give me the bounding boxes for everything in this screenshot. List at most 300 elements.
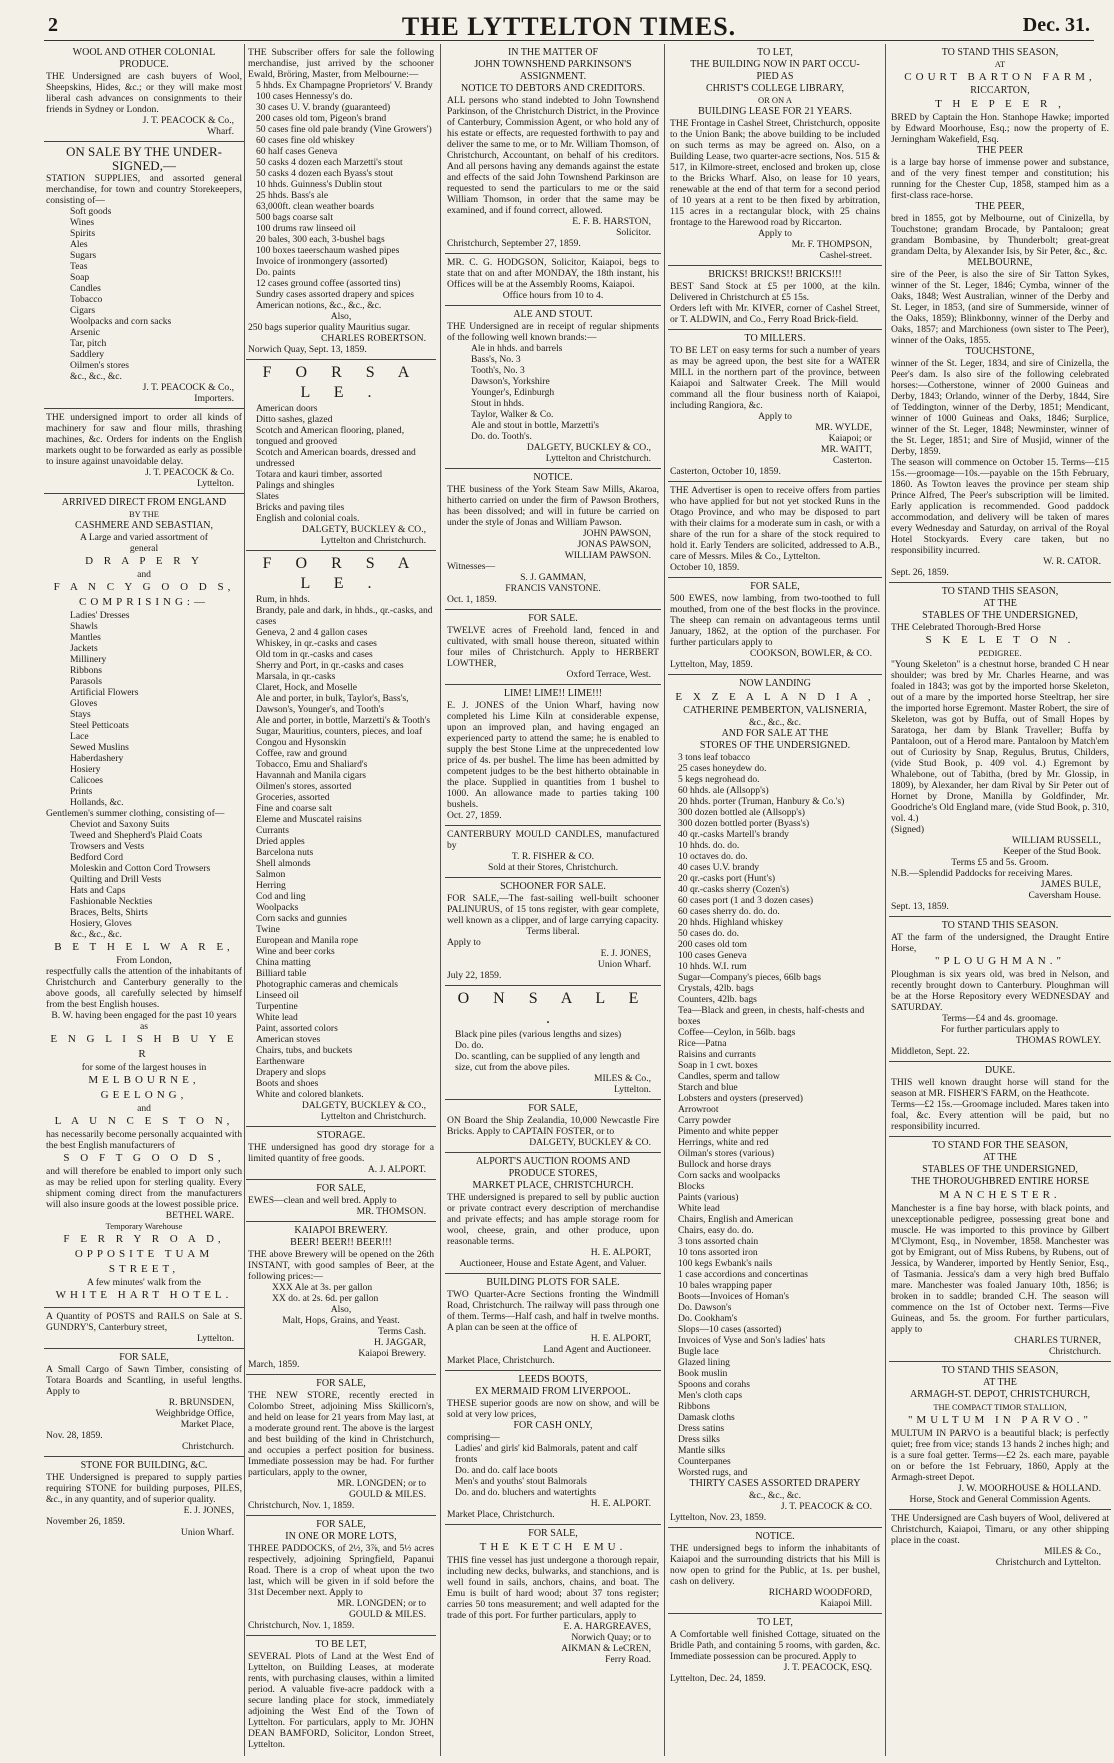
ad-body: THIS well known draught horse will stand for the season at MR. FISHER'S FARM, on the Heathcote. [891,1077,1109,1099]
ad-ewes-500 [668,578,882,675]
ad-heading: F O R S A L E . [262,364,420,401]
ad-heading: B E T H E L W A R E, [54,941,234,953]
ad-signature: E. J. JONES, [600,948,651,959]
ad-signature: Lyttelton and Christchurch. [320,1111,426,1122]
column-1 [44,44,244,1760]
ad-heading: EX MERMAID FROM LIVERPOOL. [475,1386,631,1397]
ad-signature: Weighbridge Office, [155,1408,234,1419]
ad-heading: AND FOR SALE AT THE [721,728,829,739]
newspaper-title: THE LYTTELTON TIMES. [401,12,737,41]
item-list: Soft goods Wines Spirits Ales Sugars Teas Soap Candles Tobacco Cigars Woolpacks and corn sacks Arsenic Tar, pitch Saddlery Oilmen's stores &c., &c., &c. [70,206,172,382]
ad-heading: LIME! LIME!! LIME!!! [503,688,603,699]
ad-heading: FOR SALE, [528,1103,578,1114]
ad-date: Sept. 13, 1859. [891,901,949,912]
ad-heading: ALE AND STOUT. [513,309,593,320]
ad-heading: WOOL AND OTHER COLONIAL [72,47,216,58]
ad-body: THE Frontage in Cashel Street, Christchurch, opposite to the Union Bank; the above building to be included on such terms as may be agreed on. Also, on a Building Lease, two quarter-acre sections, Nos. 515 & 517, in Kilmore-street, enclosed and broken up, close to the Bricks Wharf. Also, on lease for 10 years, renewable at the end of that term for a second period of 10 years at a rent to be then fixed by arbitration, 115 acres in a rectangular block, with 25 chains frontage to the Harewood road by Riccarton. [670,118,880,228]
ad-text: and [137,1103,151,1114]
ad-signature: Land Agent and Auctioneer. [543,1344,651,1355]
ad-body: SEVERAL Plots of Land at the West End of Lyttelton, on Building Leases, at moderate rents, with purchasing clauses, within a limited period. A valuable five-acre paddock with a secure landing place for stock, immediately adjoining the West End of the Town of Lyttelton. For particulars, apply to Mr. JOHN DEAN BAMFORD, Solicitor, London Street, Lyttelton. [248,1651,434,1750]
ad-heading: TO STAND THIS SEASON, [941,586,1059,597]
ad-signature: THOMAS ROWLEY. [1015,1035,1101,1046]
ad-signature: Kaiapoi Mill. [820,1598,872,1609]
ad-body: BRED by Captain the Hon. Stanhope Hawke; imported by Edward Moorhouse, Esq.; now the property of E. Jerningham Wakefield, Esq. [891,112,1109,145]
ad-body: THE business of the York Steam Saw Mills, Akaroa, hitherto carried on under the firm of Pawson Brothers, has been dissolved; and will in future be carried on under the style of Jonas and William Pawson. [447,484,659,528]
ad-heading: ASSIGNMENT. [519,71,587,82]
ad-signature: Importers. [194,393,234,404]
ad-signature: Christchurch. [182,1441,234,1452]
ad-heading: F O R S A L E . [262,555,420,592]
ad-date: Norwich Quay, Sept. 13, 1859. [248,344,367,355]
ad-heading: CASHMERE AND SEBASTIAN, [74,520,214,531]
ad-signature: Oxford Terrace, West. [566,669,651,680]
ad-body: ALL persons who stand indebted to John Townshend Parkinson, of the Christchurch District, in the Province of Canterbury, Commission Agent, or who hold any of his estate or effects, are requested forthwith to pay and deliver the same to me, or to Mr. William Thomson, of Christchurch, Accountant, on behalf of his creditors. And all persons having any demands against the estate and effects of the said John Townshend Parkinson are requested to send the particulars to me or the said William Thomson, in order that the same may be examined, and if found correct, allowed. [447,95,659,216]
ad-signature: WILLIAM RUSSELL, [1012,835,1101,846]
ad-signature: Lyttelton and Christchurch. [320,535,426,546]
ad-date: Lyttelton, Dec. 24, 1859. [670,1673,766,1684]
ad-date: Lyttelton, Nov. 23, 1859. [670,1512,767,1523]
ad-text: (Signed) [891,824,925,835]
ad-heading: PRODUCE STORES, [508,1168,598,1179]
ad-for-sale-spirits [246,551,436,1127]
ad-heading: COURT BARTON FARM, [904,71,1096,83]
ad-signature: MR. THOMSON. [356,1206,426,1217]
ad-signature: J. T. PEACOCK, ESQ. [783,1662,872,1673]
ad-text: Gentlemen's summer clothing, consisting of— [46,808,225,819]
ad-heading: E N G L I S H B U Y E R [50,1033,238,1060]
ad-body: MR. C. G. HODGSON, Solicitor, Kaiapoi, begs to state that on and after MONDAY, the 18th instant, his Offices will be at the Assembly Rooms, Kaiapoi. [447,257,659,290]
ad-heading: PIED AS [756,71,794,82]
ad-signature: J. T. PEACOCK & Co., [142,115,234,126]
column-3 [445,44,661,1760]
ad-heading: THE PEER [976,145,1024,156]
ad-body: has necessarily become personally acquainted with the best English manufacturers of [46,1129,242,1151]
ad-wool-cash-buyers [889,1510,1111,1572]
ad-text: A few minutes' walk from the [87,1277,201,1288]
ad-heading: FOR SALE, [750,581,800,592]
ad-text: &c., &c., &c. [749,1490,801,1501]
ad-heading: NOTICE. [755,1531,795,1542]
ad-candles [445,826,661,878]
ad-signature: JOHN PAWSON, [582,528,651,539]
ad-heading: THE KETCH EMU. [479,1541,627,1553]
ad-auction-rooms [445,1153,661,1274]
ad-text: and [137,569,151,580]
ad-body: THE Celebrated Thorough-Bred Horse [891,622,1041,633]
ad-heading: TO BE LET, [315,1639,367,1650]
ad-freehold-land [445,610,661,685]
ad-heading: FOR SALE, [316,1183,366,1194]
ad-heading: F E R R Y R O A D, [63,1233,225,1245]
ad-text: Auctioneer, House and Estate Agent, and Valuer. [459,1258,647,1269]
ad-date: March, 1859. [248,1359,300,1370]
ad-body: TO BE LET on easy terms for such a number of years as may be agreed upon, the best site for a WATER MILL in the northern part of the province, between Kaiapoi and Saltwater Creek. The Mill would command all the flour business north of Kaiapoi, including Rangiora, &c. [670,345,880,411]
ad-heading: THE BUILDING NOW IN PART OCCU- [690,59,860,70]
ad-signature: BETHEL WARE. [165,1210,234,1221]
item-list: Rum, in hhds. Brandy, pale and dark, in hhds., qr.-casks, and cases Geneva, 2 and 4 gallon cases Whiskey, in qr.-casks and cases Old tom in qr.-casks and cases Sherry and Port, in qr.-casks and cases Marsala, in qr.-casks Claret, Hock, and Moselle Ale and porter, in bulk, Taylor's, Bass's, Dawson's, Younger's, and Tooth's Ale and porter, in bottle, Marzetti's & Tooth's Sugar, Mauritius, counters, pieces, and loaf Congou and Hysonskin Coffee, raw and ground Tobacco, Emu and Shaliard's Havannah and Manila cigars Oilmen's stores, assorted Groceries, assorted Fine and coarse salt Eleme and Muscatel raisins Currants Dried apples Barcelona nuts Shell almonds Salmon Herring Cod and ling Woolpacks Corn sacks and gunnies Twine European and Manila rope Wine and beer corks China matting Billiard table Photographic cameras and chemicals Linseed oil Turpentine White lead Paint, assorted colors American stoves Chairs, tubs, and buckets Earthenware Drapery and slops Boots and shoes White and colored blankets. [256,594,433,1100]
ad-body: and will therefore be enabled to import only such as may be relied upon for sterling quality. Every shipment coming direct from the manufacturers will also insure goods at the lowest possible price. [46,1166,242,1210]
ad-now-landing [668,675,882,1528]
ad-heading: LEEDS BOOTS, [518,1374,588,1385]
item-list: 3 tons leaf tobacco 25 cases honeydew do. 5 kegs negrohead do. 60 hhds. ale (Allsopp's) 20 hhds. porter (Truman, Hanbury & Co.'s) 300 dozen bottled ale (Allsopp's) 300 dozen bottled porter (Byass's) 40 qr.-casks Martell's brandy 10 hhds. do. do. 10 octaves do. do. 40 cases U.V. brandy 20 qr.-casks port (Hunt's) 40 qr.-casks sherry (Cozen's) 60 cases port (1 and 3 dozen cases) 60 cases sherry do. do. do. 20 hhds. Highland whiskey 50 cases do. do. 200 cases old tom 100 cases Geneva 10 hhds. W.I. rum Sugar—Company's pieces, 66lb bags Crystals, 42lb. bags Counters, 42lb. bags Tea—Black and green, in chests, half-chests and boxes Coffee—Ceylon, in 56lb. bags Rice—Patna Raisins and currants Soap in 1 cwt. boxes Candles, sperm and tallow Starch and blue Lobsters and oysters (preserved) Arrowroot Carry powder Pimento and white pepper Herrings, white and red Oilman's stores (various) Bullock and horse drays Corn sacks and woolpacks Blocks Paints (various) White lead Chairs, English and American Chairs, easy do. do. 3 tons assorted chain 10 tons assorted iron 100 kegs Ewbank's nails 1 case accordions and concertinas 10 bales wrapping paper Boots—Invoices of Homan's Do. Dawson's Do. Cookham's Slops—10 cases (assorted) Invoices of Vyse and Son's ladies' hats Bugle lace Glazed lining Book muslin Spoons and corahs Men's cloth caps Ribbons Damask cloths Dress satins Dress silks Mantle silks Counterpanes Worsted rugs, and [678,752,865,1478]
ad-signature: Wharf. [207,126,234,137]
ad-signature: DALGETY, BUCKLEY & CO., [301,1100,426,1111]
ad-schooner [445,878,661,986]
ad-text: S. J. GAMMAN, [520,572,586,583]
ad-body: A Comfortable well finished Cottage, situated on the Bridle Path, and containing 5 rooms, with garden, &c. Immediate possession can be procured. Apply to [670,1629,880,1662]
ad-body: THE undersigned import to order all kinds of machinery for saw and flour mills, thrashing machines, &c. Orders for indents on the English markets ought to be forwarded as early as possible to insure against unavoidable delay. [46,412,242,467]
ad-signature: Lyttelton. [196,1333,234,1344]
ad-new-store [246,1375,436,1516]
ad-signature: H. JAGGAR, [374,1337,426,1348]
ad-signature: GOULD & MILES. [348,1609,426,1620]
ad-text: general [129,543,159,554]
ad-heading: NOTICE. [533,472,573,483]
item-list: 5 hhds. Ex Champagne Proprietors' V. Brandy 100 cases Hennessy's do. 30 cases U. V. brandy (guaranteed) 200 cases old tom, Pigeon's brand 50 cases fine old pale brandy (Vine Growers') 60 cases fine old whiskey 60 half cases Geneva 50 casks 4 dozen each Marzetti's stout 50 casks 4 dozen each Byass's stout 10 hhds. Guinness's Dublin stout 25 hhds. Bass's ale 63,000ft. clean weather boards 500 bags coarse salt 100 drums raw linseed oil 20 bales, 300 each, 3-bushel bags 100 boxes taeerschaum washed pipes Invoice of ironmongery (assorted) Do. paints 12 cases ground coffee (assorted tins) Sundry cases assorted drapery and spices American notions, &c., &c., &c. [256,80,433,311]
ad-signature: Christchurch and Lyttelton. [995,1557,1101,1568]
ad-heading: THE THOROUGHBRED ENTIRE HORSE [911,1176,1089,1187]
ad-body: winner of the St. Leger, 1834, and sire of Cinizella, the Peer's dam. Is also sire of the following celebrated horses:—Cotherstone, winner of 2000 Guineas and Derby, 1843; Orlando, winner of the Derby, 1844, Sire of Teddington, winner of the Derby, 1851; Mendicant, winner of 1000 Guineas and Oaks, 1846; Surplice, winner of the St. Leger, 1848; Newminster, winner of the St. Leger, 1851; and Sire of Musjid, winner of the Derby, 1859. [891,358,1109,457]
ad-signature: MR. LONGDEN; or to [336,1598,426,1609]
ad-signature: DALGETY, BUCKLEY & CO., [526,442,651,453]
ad-body: Ploughman is six years old, was bred in Nelson, and recently brought down to Canterbury. Ploughman will be at the Horse Repository every WEDNESDAY and SATURDAY. [891,969,1109,1013]
ad-date: Christchurch, September 27, 1859. [447,238,581,249]
ad-heading: DUKE. [984,1065,1016,1076]
ad-body: THE undersigned has good dry storage for a limited quantity of free goods. [248,1142,434,1164]
column-5 [889,44,1111,1760]
ad-heading: STORES OF THE UNDERSIGNED. [699,740,851,751]
ad-drapery [44,494,244,1308]
ad-fire-bricks [445,1100,661,1153]
ad-signature: J. T. PEACOCK & CO. [780,1501,872,1512]
ad-cottage [668,1614,882,1688]
ad-body: STATION SUPPLIES, and assorted general merchandise, for town and country Storekeepers, consisting of— [46,173,242,206]
ad-signature: CHARLES TURNER, [1014,1335,1101,1346]
ad-date: Market Place, Christchurch. [447,1355,555,1366]
ad-date: Oct. 1, 1859. [447,594,497,605]
ad-body: ON Board the Ship Zealandia, 10,000 Newcastle Fire Bricks. Apply to CAPTAIN FOSTER, or to [447,1115,659,1137]
ad-date: October 10, 1859. [670,562,740,573]
ad-ketch-emu [445,1525,661,1669]
ad-heading: BRICKS! BRICKS!! BRICKS!!! [708,269,842,280]
ad-station-supplies [44,142,244,409]
column-rule [244,44,245,1756]
ad-signature: J. T. PEACOCK & Co., [142,382,234,393]
ad-text: Witnesses— [447,561,496,572]
ad-ewes [246,1180,436,1222]
ad-body: CANTERBURY MOULD CANDLES, manufactured by [447,829,659,851]
ad-text: FRANCIS VANSTONE. [505,583,601,594]
ad-date: Sept. 26, 1859. [891,567,949,578]
ad-heading: NOTICE TO DEBTORS AND CREDITORS. [460,83,645,94]
ad-signature: Lyttelton. [196,478,234,489]
masthead [44,6,1094,41]
ad-body: "Young Skeleton" is a chestnut horse, branded C H near shoulder; was bred by Mr. Charles Hearne, and was foaled in 1843; was got by the imported horse Skeleton, out of a mare by the imported horse Steeltrap, her sire the imported horse Egremont. Master Robert, the sire of Skeleton, was got by Buffa, out of Small Hopes by Saratoga, her dam by Blank Traveller; Buffa by Pantaloon, out of a Herod mare. Pantaloon by Match'em out of Curiosity by Snap, Regulus, Brutus, Childers, (vide Stud Book, p. 409 vol. 4.) Egremont by Whalebone, out of Tabitha, (bred by Mr. Glossip, in 1809), by Alexander, her dam Rival by Sir Peter out of Hornet by Drone, Manilla by Goldfinder, Mr. Goodriche's Old England mare, (vide Stud Book, p. 310, vol. 4.) [891,659,1109,824]
ad-body: A Small Cargo of Sawn Timber, consisting of Totara Boards and Scantling, in useful lengths. Apply to [46,1364,242,1397]
ad-signature: Christchurch. [1049,1346,1101,1357]
ad-heading: IN THE MATTER OF [507,47,599,58]
ad-signature: Caversham House. [1028,890,1101,901]
ad-text: Apply to [447,937,481,948]
ad-signature: Union Wharf. [597,959,651,970]
ad-body: A Quantity of POSTS and RAILS on Sale at S. GUNDRY'S, Canterbury street, [46,1311,242,1333]
ad-signature: E. A. HARGREAVES, [563,1621,651,1632]
ad-signature: H. E. ALPORT, [590,1333,651,1344]
ad-heading: O N S A L E . [457,990,649,1027]
ad-heading: TOUCHSTONE, [965,346,1035,357]
ad-text: for some of the largest houses in [81,1062,207,1073]
ad-heading: RICCARTON, [970,85,1030,96]
ad-heading: ALPORT'S AUCTION ROOMS AND [475,1156,631,1167]
ad-heading: STABLES OF THE UNDERSIGNED, [922,1164,1078,1175]
item-list: Cheviot and Saxony Suits Tweed and Shepherd's Plaid Coats Trowsers and Vests Bedford Cord Moleskin and Cotton Cord Trowsers Quilting and Drill Vests Hats and Caps Fashionable Neckties Braces, Belts, Shirts Hosiery, Gloves &c., &c., &c. [70,819,211,940]
ad-signature: JAMES BULE, [1040,879,1101,890]
ad-signature: Kaiapoi; or [828,433,872,444]
ad-date: Christchurch, Nov. 1, 1859. [248,1500,355,1511]
ad-land-lease [246,1636,436,1754]
ad-body: EWES—clean and well bred. Apply to [248,1195,397,1206]
ad-heading: T H E P E E R , [935,98,1065,110]
ad-signature: J. W. MOORHOUSE & HOLLAND. [957,1483,1101,1494]
ad-body: THREE PADDOCKS, of 2½, 3⅞, and 5½ acres respectively, adjoining Springfield, Papanui Road. There is a crop of wheat upon the two last, which will be given in if sold before the 31st December next. Apply to [248,1543,434,1598]
ad-heading: STORAGE. [316,1130,366,1141]
ad-ale-stout [445,306,661,469]
ad-text: B. W. having been engaged for the past 10 years [51,1010,237,1021]
ad-signature: Lyttelton. [613,1084,651,1095]
ad-text: AT [994,59,1006,69]
ad-heading: BEER! BEER!! BEER!!! [290,1237,392,1248]
ad-body: THE above Brewery will be opened on the 26th INSTANT, with good samples of Beer, at the following prices:— [248,1249,434,1282]
ad-text: Horse, Stock and General Commission Agents. [909,1494,1091,1505]
ad-skeleton [889,583,1111,917]
ad-heading: FOR SALE, [316,1378,366,1389]
ad-heading: TO STAND THIS SEASON, [941,1365,1059,1376]
ad-heading: S O F T G O O D S, [63,1152,225,1164]
ad-heading: IN ONE OR MORE LOTS, [285,1531,397,1542]
ad-leeds-boots [445,1371,661,1525]
ad-body: Orders left with Mr. KIVER, corner of Cashel Street, or T. ALDWIN, and Co., Ferry Road Brick-field. [670,303,880,325]
ad-heading: MARKET PLACE, CHRISTCHURCH. [472,1180,634,1191]
ad-heading: THE PEER, [975,201,1025,212]
ad-date: July 22, 1859. [447,970,502,981]
ad-kaiapoi-mill [668,1528,882,1614]
ad-heading: STONE FOR BUILDING, &C. [80,1460,208,1471]
ad-body: BEST Sand Stock at £5 per 1000, at the kiln. Delivered in Christchurch at £5 15s. [670,281,880,303]
ad-body: The season will commence on October 15. Terms—£15 15s.—groomage—10s.—payable on the 15th February, 1860. As Towton leaves the province per steam ship Prince Alfred, The Peer's subscription will be limited. Early application is recommended. Good paddock accommodation, and delivery will be taken of mares every Wednesday and Saturday, on arrival of the Royal Hotel Stockyards. Every care taken, but no responsibility incurred. [891,457,1109,556]
ad-notice-sawmills [445,469,661,610]
ad-heading: CATHERINE PEMBERTON, VALISNERIA, [683,705,867,716]
column-rule [664,44,665,1756]
ad-storage [246,1127,436,1180]
ad-signature: Solicitor. [616,227,651,238]
ad-text: Sold at their Stores, Christchurch. [487,862,619,873]
page-number: 2 [48,14,58,36]
ad-heading: JOHN TOWNSHEND PARKINSON'S [474,59,632,70]
ad-text: BY THE [129,509,159,519]
ad-heading: TO STAND THIS SEASON, [941,47,1059,58]
ad-text: 250 bags superior quality Mauritius sugar. [248,322,411,333]
ad-hodgson [445,254,661,306]
ad-signature: R. BRUNSDEN, [168,1397,234,1408]
ad-heading: L A U N C E S T O N, [54,1115,234,1127]
ad-text: &c., &c., &c. [749,717,801,728]
item-list: XXX Ale at 3s. per gallon XX do. at 2s. 6d. per gallon [272,1282,379,1304]
ad-text: From London, [116,955,172,966]
ad-body: Terms—£2 15s.—Groomage included. Mares taken into foal, &c. Every attention will be paid, but no responsibility incurred. [891,1099,1109,1132]
ad-signature: RICHARD WOODFORD, [768,1587,872,1598]
ad-body: Manchester is a fine bay horse, with black points, and unexceptionable pedigree, possessing great bone and muscle. He was imported to this province by Gilbert M'Clymont, Esq., in November, 1858. Manchester was got by Emigrant, out of Miss Rubens, by Rubens, out of Jessica, by Wanderer, imported by Hently Senior, Esq., of Tasmania. Jessica's dam a very high bred Buffalo mare. Manchester was foaled January 10th, 1856; is broken in to saddle; branded C.H. The season will commence on the 1st of October next. Terms—Five Guineas, and 5s. the groom. For further particulars, apply to [891,1203,1109,1335]
ad-text: Terms—£4 and 4s. groomage. [942,1013,1058,1024]
ad-heading: FOR SALE. [528,613,578,624]
ad-date: Casterton, October 10, 1859. [670,466,781,477]
ad-signature: Union Wharf. [180,1527,234,1538]
ad-body: E. J. JONES of the Union Wharf, having now completed his Lime Kiln at considerable expense, upon an improved plan, and having engaged an experienced party to attend the same; he is enabled to supply the best Stone Lime at the unprecedented low price of 4s. per bushel. The lime has been admitted by competent judges to be the best hitherto obtainable in the place. Supplied in quantities from 1 bushel to 1000. An allowance made to parties taking 100 bushels. [447,700,659,810]
ad-heading: WHITE HART HOTEL. [55,1289,233,1301]
item-list: American doors Ditto sashes, glazed Scotch and American flooring, planed, tongued and grooved Scotch and American boards, dressed and undressed Totara and kauri timber, assorted Palings and shingles Slates Bricks and paving tiles English and colonial coals. [256,403,416,524]
item-list: Ladies' and girls' kid Balmorals, patent and calf fronts Do. and do. calf lace boots Men's and youths' stout Balmorals Do. and do. bluchers and watertights [455,1443,638,1498]
ad-signature: JONAS PAWSON, [577,539,651,550]
ad-otago-runs [668,482,882,578]
ad-date: Lyttelton, May, 1859. [670,659,753,670]
ad-heading: STABLES OF THE UNDERSIGNED, [922,610,1078,621]
ad-heading: TO LET, [757,47,793,58]
ad-date: Christchurch, Nov. 1, 1859. [248,1620,355,1631]
ad-body: TWELVE acres of Freehold land, fenced in and cultivated, with small house thereon, situated within four miles of Christchurch. Apply to HERBERT LOWTHER, [447,625,659,669]
ad-text: Terms £5 and 5s. Groom. [951,857,1049,868]
ad-body: THE NEW STORE, recently erected in Colombo Street, adjoining Miss Skillicorn's, and held on lease for 21 years from May last, at a moderate ground rent. The above is the largest and best building of the kind in Christchurch, and occupies a perfect position for business. Immediate possession may be had. For further particulars, apply to the owner, [248,1390,434,1478]
column-rule [440,44,441,1756]
column-rule [885,44,886,1756]
ad-heading: TO STAND FOR THE SEASON, [932,1140,1068,1151]
ad-body: THE Subscriber offers for sale the following merchandise, just arrived by the schooner Ewald, Bröring, Master, from Melbourne:— [248,47,434,80]
ad-the-peer [889,44,1111,583]
ad-signature: Casterton. [832,455,872,466]
ad-heading: "MULTUM IN PARVO." [907,1414,1093,1426]
ad-heading: MELBOURNE, GEELONG, [88,1074,200,1101]
ad-signature: Cashel-street. [819,250,872,261]
ad-text: Also, [330,1304,352,1315]
ad-text: A Large and varied assortment of [80,532,208,543]
ad-body: respectfully calls the attention of the inhabitants of Christchurch and Canterbury generally to the above goods, all carefully selected by himself from the best English houses. [46,966,242,1010]
ad-text: For further particulars apply to [940,1024,1060,1035]
ad-heading: COMPRISING:— [79,596,209,608]
ad-manchester [889,1137,1111,1362]
ad-signature: MILES & Co., [1043,1546,1101,1557]
ad-heading: ARMAGH-ST. DEPOT, CHRISTCHURCH, [910,1389,1090,1400]
ad-for-sale-timber [246,360,436,551]
item-list: Ale in hhds. and barrels Bass's, No. 3 Tooth's, No. 3 Dawson's, Yorkshire Younger's, Edinburgh Stout in hhds. Taylor, Walker & Co. Ale and stout in bottle, Marzetti's Do. do. Tooth's. [471,343,600,442]
ad-signature: J. T. PEACOCK & Co. [145,467,234,478]
ad-date: Oct. 27, 1859. [447,810,502,821]
ad-signature: E. J. JONES, [183,1505,234,1516]
ad-text: PEDIGREE. [978,648,1022,658]
ad-building-plots [445,1274,661,1371]
ad-text: N.B.—Splendid Paddocks for receiving Mares. [891,868,1073,879]
ad-to-millers [668,330,882,482]
ad-heading: D R A P E R Y [85,555,203,567]
ad-text: Terms Cash. [378,1326,426,1337]
ad-heading: OPPOSITE TUAM STREET, [74,1248,214,1275]
ad-signature: A. J. ALPORT. [367,1164,426,1175]
ad-signature: MR. WAITT, [820,444,872,455]
ad-signature: MILES & Co., [593,1073,651,1084]
ad-body: AT the farm of the undersigned, the Draught Entire Horse, [891,932,1109,954]
ad-heading: PRODUCE. [119,59,169,70]
ad-heading: FOR SALE, [316,1519,366,1530]
ad-text: Apply to [758,228,792,239]
ad-text: OR ON A [757,95,792,105]
ad-heading: ON SALE BY THE UNDER- SIGNED,— [66,144,222,173]
ad-signature: Norwich Quay; or to [571,1632,651,1643]
ad-sawn-timber [44,1349,244,1457]
ad-date: Nov. 28, 1859. [46,1430,103,1441]
ad-signature: GOULD & MILES. [348,1489,426,1500]
ad-heading: CHRIST'S COLLEGE LIBRARY, [705,83,845,94]
ad-heading: MANCHESTER. [939,1189,1061,1201]
ad-duke [889,1062,1111,1137]
ad-heading: FOR SALE, [528,1528,578,1539]
ad-merchandise [246,44,436,360]
ad-heading: "PLOUGHMAN." [934,955,1065,967]
ad-signature: DALGETY, BUCKLEY & CO., [301,524,426,535]
ad-date: November 26, 1859. [46,1516,125,1527]
ad-body: THIS fine vessel has just undergone a thorough repair, including new decks, bulwarks, and stanchions, and is well found in sails, anchors, chains, and boat. The Emu is built of hard wood; about 37 tons register; carries 50 tons measurement; and well adapted for the trade of this port. For further particulars, apply to [447,1555,659,1621]
ad-date: Middleton, Sept. 22. [891,1046,970,1057]
ad-brewery [246,1222,436,1375]
issue-date: Dec. 31. [1022,14,1090,36]
ad-signature: H. E. ALPORT. [590,1498,651,1509]
column-2 [246,44,436,1760]
ad-heading: TO STAND THIS SEASON. [941,920,1059,931]
ad-body: THE Advertiser is open to receive offers from parties who have applied for but not yet stocked Runs in the Otago Province, and who may be disposed to part with their claims for a moderate sum in cash, or with a share of the run for a share of the stock required to hold it. Early Tenders are solicited, addressed to A.B., care of Messrs. Miles & Co., Lyttelton. [670,485,880,562]
ad-body: sire of the Peer, is also the sire of Sir Tatton Sykes, winner of the St. Leger, 1846; Cymba, winner of the Oaks, 1848; West Australian, winner of the Derby and St. Leger, in 1853, (and sire of Summerside, winner of the Oaks, 1859); Blinkbonny, winner of the Derby and Oaks, 1857; and Marchioness (own sister to The Peer), winner of the Oaks, 1855. [891,269,1109,346]
ad-machinery [44,409,244,494]
ad-body: THE undersigned is prepared to sell by public auction or private contract every description of merchandise and private effects; and has ample storage room for wool, cheese, grain, and other produce, upon reasonable terms. [447,1192,659,1247]
ad-body: THE Undersigned are Cash buyers of Wool, delivered at Christchurch, Kaiapoi, Timaru, or any other shipping place in the coast. [891,1513,1109,1546]
ad-signature: AIKMAN & LeCREN, [561,1643,651,1654]
ad-signature: DALGETY, BUCKLEY & CO. [529,1137,651,1148]
ad-heading: BUILDING PLOTS FOR SALE. [486,1277,620,1288]
ad-date: Market Place, Christchurch. [447,1509,555,1520]
ad-body: MULTUM IN PARVO is a beautiful black; is perfectly quiet; free from vice; stands 13 hands 2 inches high; and is a sure foal getter. Terms—£2 2s. each mare, payable on or before the 1st February, 1860, Apply at the Armagh-street Depot. [891,1428,1109,1483]
ad-signature: H. E. ALPORT, [590,1247,651,1258]
ad-signature: Mr. F. THOMPSON, [791,239,872,250]
ad-paddocks [246,1516,436,1636]
ad-signature: MR. WYLDE, [815,422,872,433]
ad-bricks [668,266,882,330]
ad-heading: THE COMPACT TIMOR STALLION, [933,1402,1067,1412]
ad-text: Apply to [758,411,792,422]
ad-heading: ARRIVED DIRECT FROM ENGLAND [61,497,227,508]
ad-heading: E X Z E A L A N D I A , [675,691,875,703]
ad-signature: Kaiapoi Brewery. [358,1348,426,1359]
ad-wool-produce [44,44,244,142]
ad-body: THE Undersigned is prepared to supply parties requiring STONE for building purposes, PILES, &c., in any quantity, and of superior quality. [46,1472,242,1505]
ad-lime [445,685,661,826]
ad-heading: F A N C Y G O O D S, [53,581,235,593]
ad-text: Malt, Hops, Grains, and Yeast. [282,1315,400,1326]
ad-body: FOR SALE,—The fast-sailing well-built schooner PALINURUS, of 15 tons register, with gear complete, well known as a clipper, and of large carrying capacity. [447,893,659,926]
ad-signature: COOKSON, BOWLER, & CO. [749,648,872,659]
ad-heading: SCHOONER FOR SALE. [500,881,606,892]
ad-heading: AT THE [983,1377,1017,1388]
ad-heading: KAIAPOI BREWERY. [294,1225,388,1236]
ad-text: Terms liberal. [526,926,580,937]
ad-ploughman [889,917,1111,1062]
ad-body: THE Undersigned are in receipt of regular shipments of the following well known brands:— [447,321,659,343]
ad-text: Temporary Warehouse [105,1221,183,1231]
ad-heading: NOW LANDING [739,678,811,689]
